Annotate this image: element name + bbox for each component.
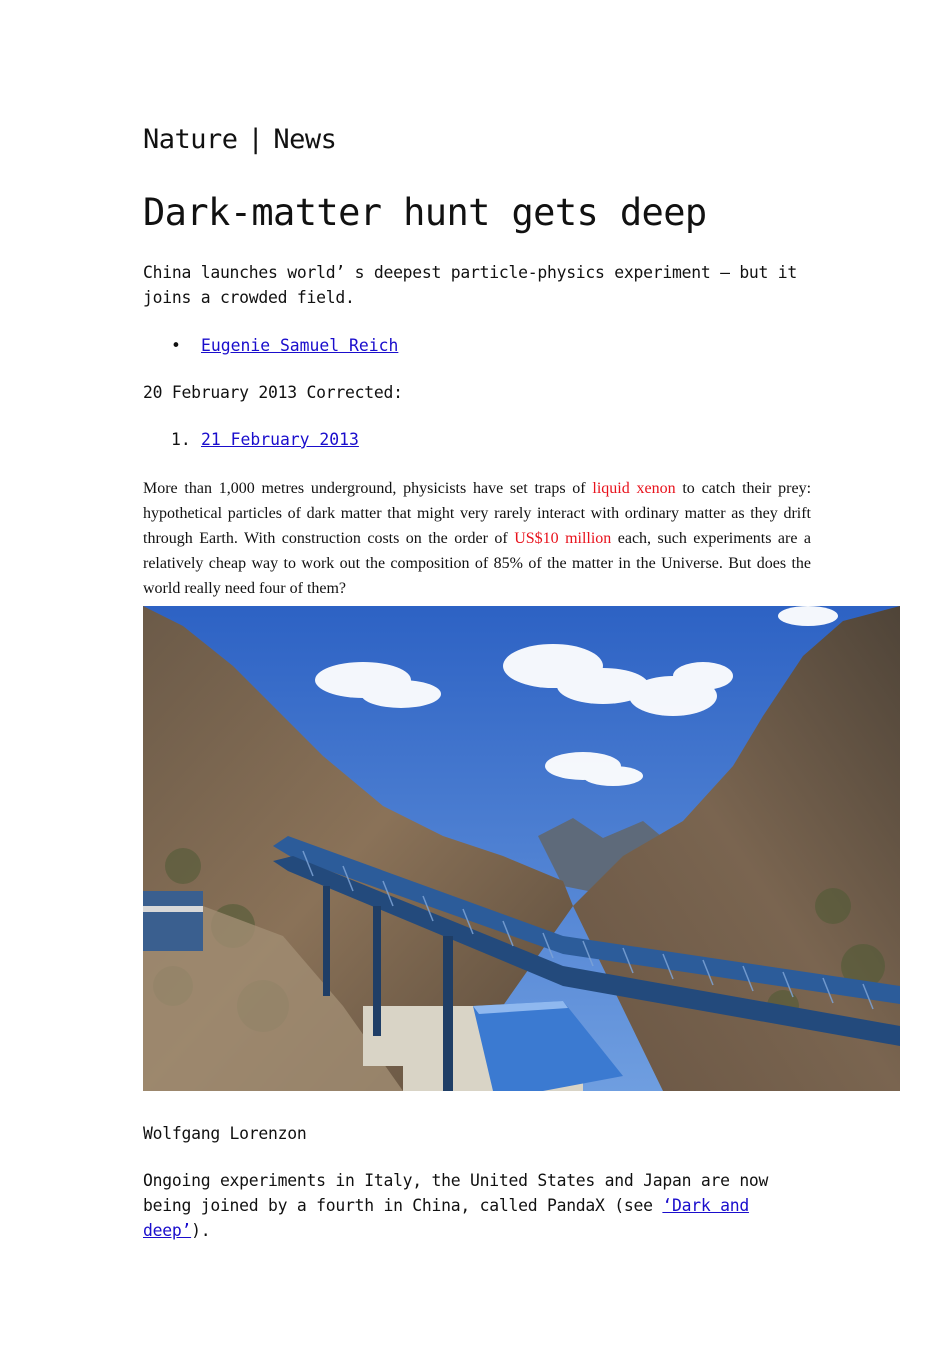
lead-text-2: to catch their prey: hypothetical particles of dark matter that might very rarely interact with ordinary matter as they drift through Earth. With construction costs on the order of — [143, 480, 812, 547]
dark-and-deep-link[interactable]: ‘Dark and deep’ — [143, 1196, 749, 1240]
photo-credit: Wolfgang Lorenzon — [143, 1124, 307, 1143]
lead-paragraph — [143, 476, 811, 601]
author-item — [143, 333, 398, 358]
site-name: Nature — [143, 124, 238, 155]
lead-text-1: More than 1,000 metres underground, physicists have set traps of — [143, 480, 593, 497]
correction-list — [143, 427, 359, 452]
article-title: Dark-matter hunt gets deep — [143, 191, 707, 234]
body-text-2: ). — [191, 1221, 211, 1240]
lead-text-3: each, such experiments are a relatively cheap way to work out the composition of 85% of the matter in the Universe. But does the world really need four of them? — [143, 530, 811, 597]
highlight-liquid-xenon: liquid xenon — [592, 480, 676, 497]
body-paragraph — [143, 1168, 823, 1243]
section-name: News — [273, 124, 337, 155]
bullet-icon: • — [171, 336, 181, 355]
article-photo — [143, 606, 900, 1091]
header-separator: | — [247, 124, 264, 155]
body-text-1: Ongoing experiments in Italy, the United States and Japan are now being joined by a fourth in China, called PandaX (see — [143, 1171, 769, 1215]
author-list — [143, 333, 398, 358]
article-standfirst: China launches world’ s deepest particle-physics experiment — but it joins a crowded field. — [143, 263, 798, 307]
publication-dateline: 20 February 2013 Corrected: — [143, 383, 403, 402]
author-link[interactable]: Eugenie Samuel Reich — [201, 336, 399, 355]
correction-item — [143, 427, 359, 452]
highlight-cost: US$10 million — [514, 530, 612, 547]
site-header — [143, 122, 336, 158]
correction-number: 1. — [171, 430, 191, 449]
correction-date-link[interactable]: 21 February 2013 — [201, 430, 359, 449]
